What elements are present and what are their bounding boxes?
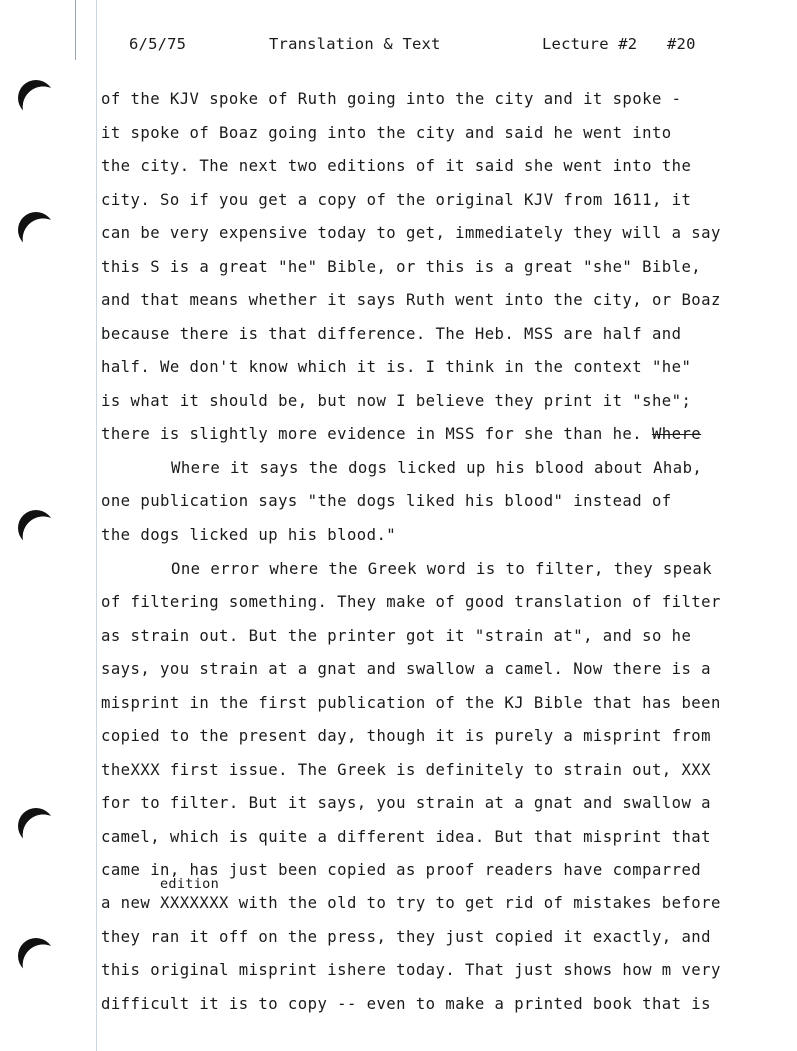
text-line: a new XXXXXXX with the old to try to get rid of mistakes before — [101, 894, 721, 912]
text-line: the dogs licked up his blood." — [101, 526, 397, 544]
text-line: it spoke of Boaz going into the city and said he went into — [101, 124, 672, 142]
text-line: difficult it is to copy -- even to make a printed book that is — [101, 995, 711, 1013]
margin-rule — [96, 0, 97, 1051]
text-line: the city. The next two editions of it said she went into the — [101, 157, 692, 175]
text-line: of the KJV spoke of Ruth going into the city and it spoke - — [101, 90, 682, 108]
text-line: and that means whether it says Ruth went into the city, or Boaz — [101, 291, 721, 309]
header-page-number: #20 — [667, 35, 696, 53]
text-line: for to filter. But it says, you strain at a gnat and swallow a — [101, 794, 711, 812]
page-header — [0, 35, 797, 59]
struck-word: Where — [651, 425, 702, 443]
punch-hole — [18, 938, 54, 974]
text-line: as strain out. But the printer got it "strain at", and so he — [101, 627, 692, 645]
header-lecture: Lecture #2 — [542, 35, 638, 53]
header-title: Translation & Text — [269, 35, 441, 53]
text-line: this S is a great "he" Bible, or this is a great "she" Bible, — [101, 258, 702, 276]
punch-hole — [18, 510, 54, 546]
text-line: half. We don't know which it is. I think in the context "he" — [101, 358, 692, 376]
text-line: theXXX first issue. The Greek is definitely to strain out, XXX — [101, 761, 711, 779]
text-line: copied to the present day, though it is purely a misprint from — [101, 727, 711, 745]
inserted-word: edition — [160, 876, 219, 892]
text-line: is what it should be, but now I believe they print it "she"; — [101, 392, 692, 410]
text-line: misprint in the first publication of the KJ Bible that has been — [101, 694, 721, 712]
text-line: of filtering something. They make of good translation of filter — [101, 593, 721, 611]
text-line: camel, which is quite a different idea. But that misprint that — [101, 828, 711, 846]
text-line: one publication says "the dogs liked his blood" instead of — [101, 492, 672, 510]
text-line: came in, has just been copied as proof readers have comparred — [101, 861, 702, 879]
text-line: can be very expensive today to get, immediately they will a say — [101, 224, 721, 242]
text-line-body: there is slightly more evidence in MSS for she than he. — [101, 425, 643, 443]
text-line: Where it says the dogs licked up his blood about Ahab, — [171, 459, 703, 477]
text-line: city. So if you get a copy of the original KJV from 1611, it — [101, 191, 692, 209]
punch-hole — [18, 80, 54, 116]
punch-hole — [18, 212, 54, 248]
text-line: this original misprint ishere today. That just shows how m very — [101, 961, 721, 979]
header-date: 6/5/75 — [129, 35, 187, 53]
text-line: because there is that difference. The Heb. MSS are half and — [101, 325, 682, 343]
text-line — [101, 423, 701, 445]
text-line: says, you strain at a gnat and swallow a camel. Now there is a — [101, 660, 711, 678]
punch-hole — [18, 808, 54, 844]
text-line: One error where the Greek word is to filter, they speak — [171, 560, 713, 578]
text-line: they ran it off on the press, they just copied it exactly, and — [101, 928, 711, 946]
